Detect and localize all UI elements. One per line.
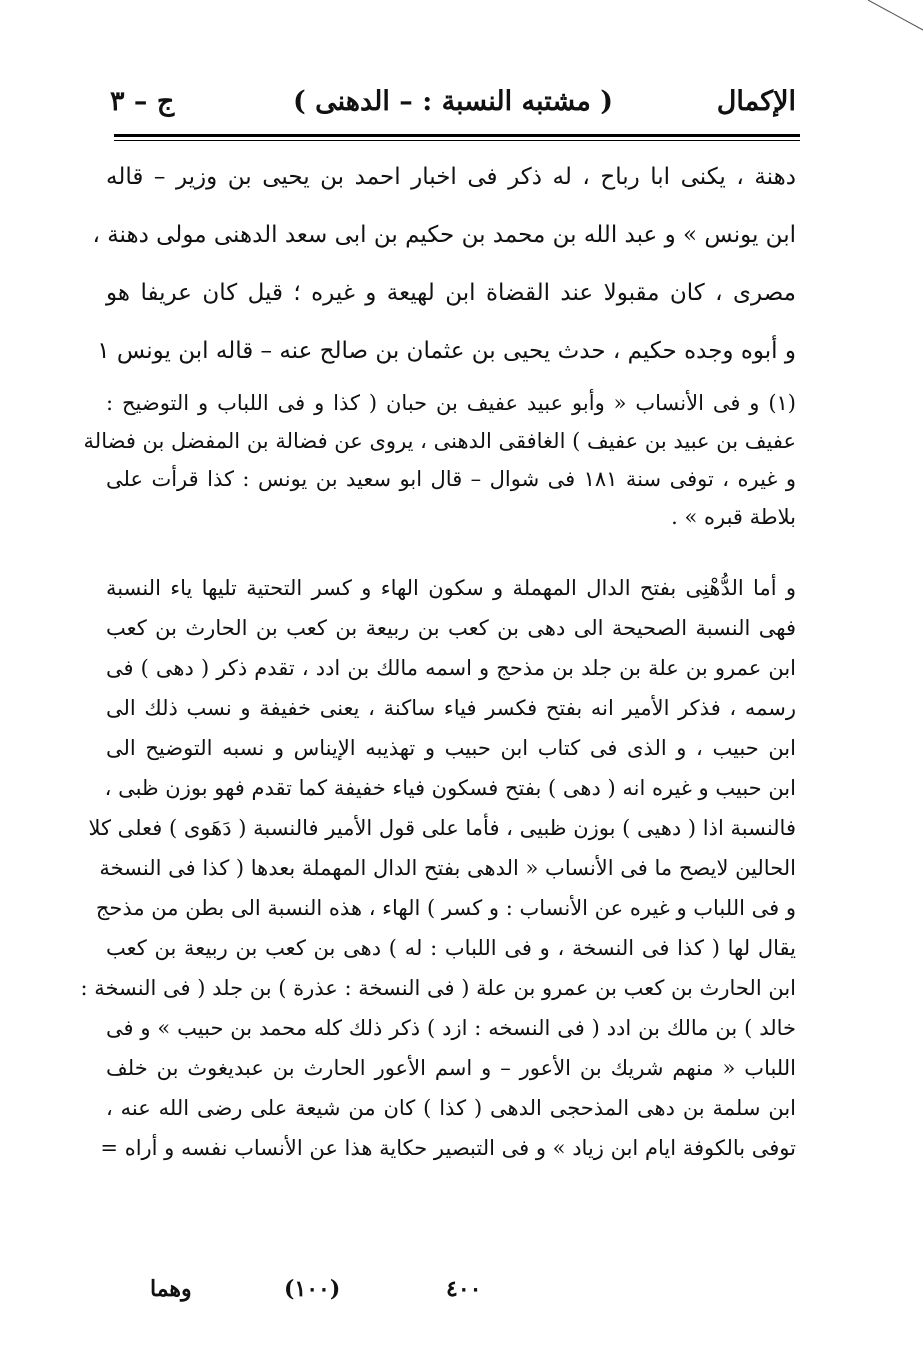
text-line: فهى النسبة الصحيحة الى دهى بن كعب بن ربيعة بن كعب بن الحارث بن كعب — [106, 616, 796, 640]
sheet-number: (١٠٠) — [284, 1276, 341, 1302]
volume-label: ج – ٣ — [110, 86, 175, 117]
text-line: مصرى ، كان مقبولا عند القضاة ابن لهيعة و غيره ؛ قيل كان عريفا هو — [106, 280, 796, 306]
footnote-line: بلاطة قبره » . — [671, 505, 796, 529]
text-line: دهنة ، يكنى ابا رباح ، له ذكر فى اخبار احمد بن يحيى بن وزير – قاله — [106, 164, 796, 190]
main-text-body — [80, 568, 796, 1168]
text-line: ابن سلمة بن دهى المذحجى الدهى ( كذا ) كان من شيعة على رضى الله عنه ، — [106, 1096, 796, 1120]
header-rule — [114, 134, 800, 137]
text-line: ابن حبيب و غيره انه ( دهى ) بفتح فسكون فياء خفيفة كما تقدم فهو بوزن ظبى ، — [104, 776, 796, 800]
text-line: ابن يونس » و عبد الله بن محمد بن حكيم بن ابى سعد الدهنى مولى دهنة ، — [92, 222, 796, 248]
text-line: و أبوه وجده حكيم ، حدث يحيى بن عثمان بن صالح عنه – قاله ابن يونس ١ — [97, 338, 796, 364]
page-footer — [150, 1268, 770, 1314]
text-line: و فى اللباب و غيره عن الأنساب : و كسر ) الهاء ، هذه النسبة الى بطن من مذحج — [95, 896, 796, 920]
footnote-line: عفيف بن عبيد بن عفيف ) الغافقى الدهنى ، يروى عن فضالة بن المفضل بن فضالة — [83, 429, 796, 453]
text-line: ابن حبيب ، و الذى فى كتاب ابن حبيب و تهذيبه الإيناس و نسبه التوضيح الى — [106, 736, 796, 760]
catchword: وهما — [150, 1276, 192, 1302]
book-title: الإكمال — [716, 86, 796, 117]
text-line: رسمه ، فذكر الأمير انه بفتح فكسر فياء ساكنة ، يعنى خفيفة و نسب ذلك الى — [106, 696, 796, 720]
text-line: الحالين لايصح ما فى الأنساب « الدهى بفتح الدال المهملة بعدها ( كذا فى النسخة — [99, 856, 796, 880]
footnote — [83, 384, 796, 536]
text-line: ابن الحارث بن كعب بن عمرو بن علة ( فى النسخة : عذرة ) بن جلد ( فى النسخة : — [80, 976, 796, 1000]
text-line: و أما الدُّهْنِى بفتح الدال المهملة و سكون الهاء و كسر التحتية تليها ياء النسبة — [106, 576, 796, 600]
footnote-line: (١) و فى الأنساب « وأبو عبيد عفيف بن حبان ( كذا و فى اللباب و التوضيح : — [106, 391, 796, 415]
text-line: توفى بالكوفة ايام ابن زياد » و فى التبصير حكاية هذا عن الأنساب نفسه و أراه = — [100, 1136, 796, 1160]
footnote-line: و غيره ، توفى سنة ١٨١ فى شوال – قال ابو سعيد بن يونس : كذا قرأت على — [106, 467, 796, 491]
text-line: فالنسبة اذا ( دهيى ) بوزن ظبيى ، فأما على قول الأمير فالنسبة ( دَهَوى ) فعلى كلا — [88, 816, 796, 840]
text-line: يقال لها ( كذا فى النسخة ، و فى اللباب : له ) دهى بن كعب بن ربيعة بن كعب — [106, 936, 796, 960]
text-line: اللباب « منهم شريك بن الأعور – و اسم الأعور الحارث بن عبديغوث بن خلف — [106, 1056, 796, 1080]
page-number: ٤٠٠ — [446, 1276, 482, 1302]
section-title: ( مشتبه النسبة : – الدهنى ) — [292, 86, 614, 117]
text-line: خالد ) بن مالك بن ادد ( فى النسخه : ازد ) ذكر ذلك كله محمد بن حبيب » و فى — [106, 1016, 796, 1040]
main-text-top — [92, 148, 796, 380]
page-header — [110, 80, 796, 130]
text-line: ابن عمرو بن علة بن جلد بن مذحج و اسمه مالك بن ادد ، تقدم ذكر ( دهى ) فى — [106, 656, 796, 680]
header-rule-thin — [114, 140, 800, 141]
